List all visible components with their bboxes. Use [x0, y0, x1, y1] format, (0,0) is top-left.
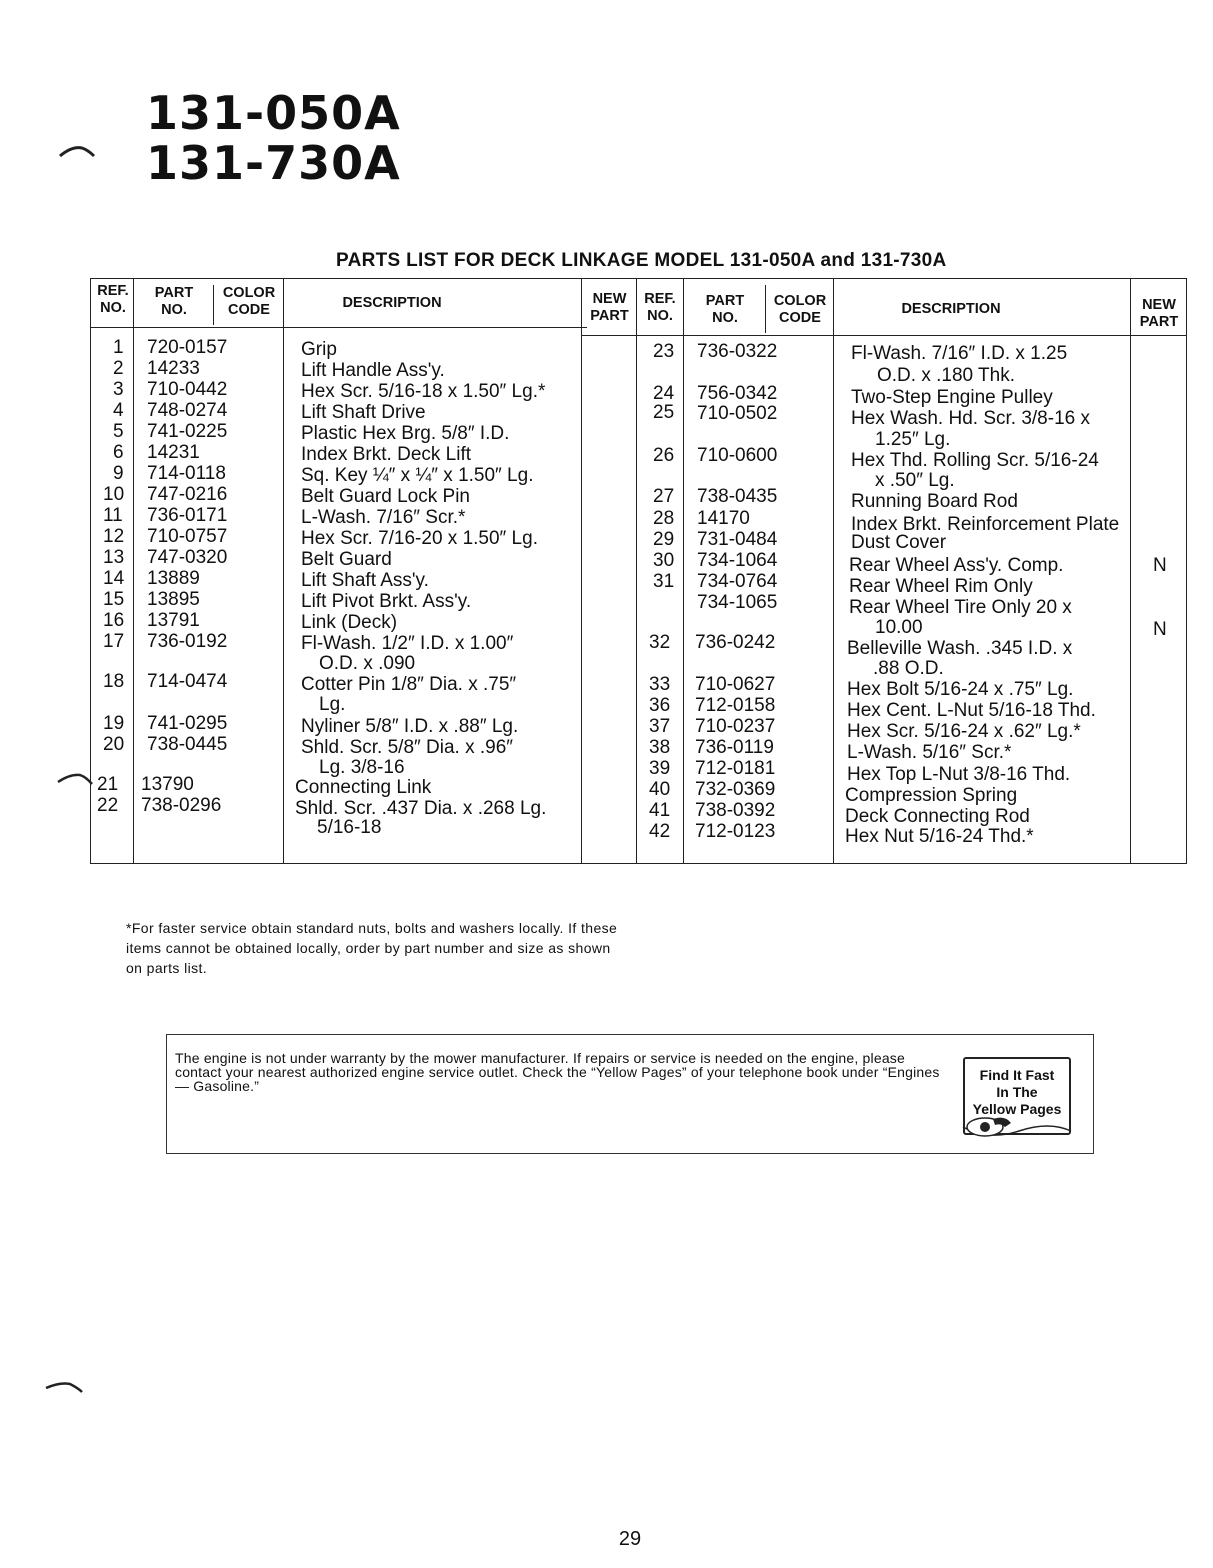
- part-no: 13791: [147, 610, 200, 631]
- part-no: 736-0322: [697, 341, 778, 362]
- description: Rear Wheel Rim Only: [849, 576, 1033, 597]
- header-part-no: PART NO.: [154, 285, 194, 318]
- page-number: 29: [618, 1528, 642, 1550]
- ref-no: 3: [113, 379, 124, 400]
- description: Fl-Wash. 1/2″ I.D. x 1.00″: [301, 633, 514, 654]
- description-cont: 10.00: [875, 617, 923, 638]
- description-cont: Lg.: [319, 694, 346, 715]
- ref-no: 21: [97, 774, 119, 795]
- part-no: 714-0474: [147, 671, 228, 692]
- badge-text: Find It Fast In The Yellow Pages: [972, 1067, 1062, 1117]
- description-cont: x .50″ Lg.: [875, 470, 955, 491]
- ref-no: 37: [649, 716, 671, 737]
- ref-no: 10: [103, 484, 125, 505]
- description: Hex Bolt 5/16-24 x .75″ Lg.: [847, 679, 1074, 700]
- header-new-part: NEW PART: [590, 291, 629, 324]
- description: Deck Connecting Rod: [845, 806, 1030, 827]
- yellow-pages-badge: [959, 1049, 1075, 1141]
- header-color-code-right: COLOR CODE: [773, 293, 827, 326]
- header-part-no-right: PART NO.: [705, 293, 745, 326]
- description: Grip: [301, 339, 337, 360]
- scan-mark-icon: [44, 1380, 84, 1394]
- part-no: 756-0342: [697, 383, 778, 404]
- part-no: 741-0225: [147, 421, 228, 442]
- ref-no: 36: [649, 695, 671, 716]
- footnote: *For faster service obtain standard nuts, bolts and washers locally. If these items cannot be obtained locally, order by part number and size as shown on parts list.: [126, 920, 618, 976]
- model-line-1: 131-050A: [146, 86, 401, 140]
- model-line-2: 131-730A: [146, 136, 401, 190]
- description: Hex Nut 5/16-24 Thd.*: [845, 826, 1034, 847]
- description-cont: O.D. x .090: [319, 653, 416, 674]
- header-description: DESCRIPTION: [342, 295, 442, 311]
- ref-no: 32: [649, 632, 671, 653]
- ref-no: 40: [649, 779, 671, 800]
- description: Shld. Scr. .437 Dia. x .268 Lg.: [295, 798, 547, 819]
- part-no: 712-0123: [695, 821, 776, 842]
- description: Hex Cent. L-Nut 5/16-18 Thd.: [847, 700, 1096, 721]
- ref-no: 28: [653, 508, 675, 529]
- part-no: 738-0435: [697, 486, 778, 507]
- description: Lift Shaft Drive: [301, 402, 426, 423]
- ref-no: 19: [103, 713, 125, 734]
- part-no: 747-0320: [147, 547, 228, 568]
- part-no: 714-0118: [147, 463, 226, 484]
- part-no: 734-1065: [697, 592, 778, 613]
- description: L-Wash. 7/16″ Scr.*: [301, 507, 466, 528]
- part-no: 710-0237: [695, 716, 776, 737]
- part-no: 732-0369: [695, 779, 776, 800]
- description-cont: O.D. x .180 Thk.: [877, 365, 1015, 386]
- warranty-text: The engine is not under warranty by the mower manufacturer. If repairs or service is needed on the engine, please contact your nearest authorized engine service outlet. Check the “Yellow Pages” of your telephone book under “Engines — Gasoline.”: [175, 1050, 940, 1094]
- part-no: 741-0295: [147, 713, 228, 734]
- header-ref-no: REF. NO.: [97, 283, 129, 316]
- telephone-icon: [959, 1113, 1075, 1143]
- ref-no: 17: [103, 631, 125, 652]
- ref-no: 25: [653, 402, 675, 423]
- part-no: 13889: [147, 568, 200, 589]
- ref-no: 27: [653, 486, 675, 507]
- part-no: 747-0216: [147, 484, 228, 505]
- part-no: 14231: [147, 442, 200, 463]
- ref-no: 16: [103, 610, 125, 631]
- description-cont: 1.25″ Lg.: [875, 429, 951, 450]
- part-no: 738-0445: [147, 734, 228, 755]
- ref-no: 30: [653, 550, 675, 571]
- description: Hex Scr. 5/16-24 x .62″ Lg.*: [847, 721, 1081, 742]
- description: Compression Spring: [845, 785, 1018, 806]
- part-no: 710-0627: [695, 674, 776, 695]
- header-ref-no-right: REF. NO.: [644, 291, 676, 324]
- part-no: 712-0158: [695, 695, 776, 716]
- part-no: 13895: [147, 589, 200, 610]
- parts-table: [90, 278, 1187, 864]
- part-no: 748-0274: [147, 400, 228, 421]
- part-no: 712-0181: [695, 758, 776, 779]
- ref-no: 41: [649, 800, 671, 821]
- description: Two-Step Engine Pulley: [851, 387, 1053, 408]
- part-no: 710-0502: [697, 403, 778, 424]
- ref-no: 15: [103, 589, 125, 610]
- part-no: 738-0296: [141, 795, 222, 816]
- ref-no: 20: [103, 734, 125, 755]
- description: Shld. Scr. 5/8″ Dia. x .96″: [301, 737, 513, 758]
- ref-no: 29: [653, 529, 675, 550]
- part-no: 14233: [147, 358, 200, 379]
- description: Running Board Rod: [851, 491, 1018, 512]
- description: Hex Scr. 5/16-18 x 1.50″ Lg.*: [301, 381, 546, 402]
- part-no: 736-0192: [147, 631, 228, 652]
- part-no: 736-0242: [695, 632, 776, 653]
- part-no: 710-0757: [147, 526, 228, 547]
- ref-no: 26: [653, 445, 675, 466]
- ref-no: 12: [103, 526, 125, 547]
- parts-list-title: PARTS LIST FOR DECK LINKAGE MODEL 131-050A and 131-730A: [336, 250, 947, 271]
- header-new-part-right: NEW PART: [1139, 297, 1179, 330]
- part-no: 736-0119: [695, 737, 774, 758]
- description: Belleville Wash. .345 I.D. x: [847, 638, 1073, 659]
- description-cont: .88 O.D.: [873, 658, 944, 679]
- ref-no: 5: [113, 421, 124, 442]
- new-part: N: [1153, 619, 1167, 640]
- description: Lift Pivot Brkt. Ass'y.: [301, 591, 472, 612]
- part-no: 738-0392: [695, 800, 776, 821]
- description: Fl-Wash. 7/16″ I.D. x 1.25: [851, 343, 1068, 364]
- description: Lift Handle Ass'y.: [301, 360, 445, 381]
- ref-no: 38: [649, 737, 671, 758]
- description-cont: Lg. 3/8-16: [319, 757, 405, 778]
- new-part: N: [1153, 555, 1167, 576]
- ref-no: 39: [649, 758, 671, 779]
- description: Connecting Link: [295, 777, 432, 798]
- description: Index Brkt. Deck Lift: [301, 444, 472, 465]
- part-no: 720-0157: [147, 337, 228, 358]
- ref-no: 2: [113, 358, 124, 379]
- part-no: 710-0600: [697, 445, 778, 466]
- description: Hex Thd. Rolling Scr. 5/16-24: [851, 450, 1099, 471]
- model-title: [146, 88, 401, 188]
- ref-no: 9: [113, 463, 124, 484]
- description: Hex Scr. 7/16-20 x 1.50″ Lg.: [301, 528, 538, 549]
- part-no: 736-0171: [147, 505, 228, 526]
- ref-no: 23: [653, 341, 675, 362]
- description: Hex Wash. Hd. Scr. 3/8-16 x: [851, 408, 1090, 429]
- description: Belt Guard Lock Pin: [301, 486, 470, 507]
- description: Cotter Pin 1/8″ Dia. x .75″: [301, 674, 517, 695]
- ref-no: 1: [113, 337, 124, 358]
- ref-no: 42: [649, 821, 671, 842]
- description: Lift Shaft Ass'y.: [301, 570, 429, 591]
- scan-mark-icon: [58, 144, 98, 158]
- ref-no: 18: [103, 671, 125, 692]
- warranty-notice: [166, 1034, 1094, 1154]
- ref-no: 24: [653, 383, 675, 404]
- part-no: 731-0484: [697, 529, 778, 550]
- description: Index Brkt. Reinforcement Plate: [851, 514, 1120, 535]
- ref-no: 33: [649, 674, 671, 695]
- ref-no: 14: [103, 568, 125, 589]
- part-no: 13790: [141, 774, 194, 795]
- description: Belt Guard: [301, 549, 392, 570]
- header-color-code: COLOR CODE: [222, 285, 276, 318]
- description-cont: 5/16-18: [317, 817, 382, 838]
- description: Dust Cover: [851, 532, 947, 553]
- part-no: 710-0442: [147, 379, 228, 400]
- part-no: 734-1064: [697, 550, 778, 571]
- description: L-Wash. 5/16″ Scr.*: [847, 742, 1012, 763]
- part-no: 734-0764: [697, 571, 778, 592]
- description: Rear Wheel Ass'y. Comp.: [849, 555, 1064, 576]
- ref-no: 11: [103, 505, 123, 526]
- header-description-right: DESCRIPTION: [901, 301, 1001, 317]
- description: Plastic Hex Brg. 5/8″ I.D.: [301, 423, 510, 444]
- ref-no: 13: [103, 547, 125, 568]
- description: Sq. Key ¼″ x ¼″ x 1.50″ Lg.: [301, 465, 534, 486]
- ref-no: 22: [97, 795, 119, 816]
- description: Nyliner 5/8″ I.D. x .88″ Lg.: [301, 716, 519, 737]
- description: Link (Deck): [301, 612, 398, 633]
- ref-no: 4: [113, 400, 124, 421]
- description: Hex Top L-Nut 3/8-16 Thd.: [847, 764, 1071, 785]
- description: Rear Wheel Tire Only 20 x: [849, 597, 1072, 618]
- ref-no: 6: [113, 442, 124, 463]
- ref-no: 31: [653, 571, 675, 592]
- part-no: 14170: [697, 508, 750, 529]
